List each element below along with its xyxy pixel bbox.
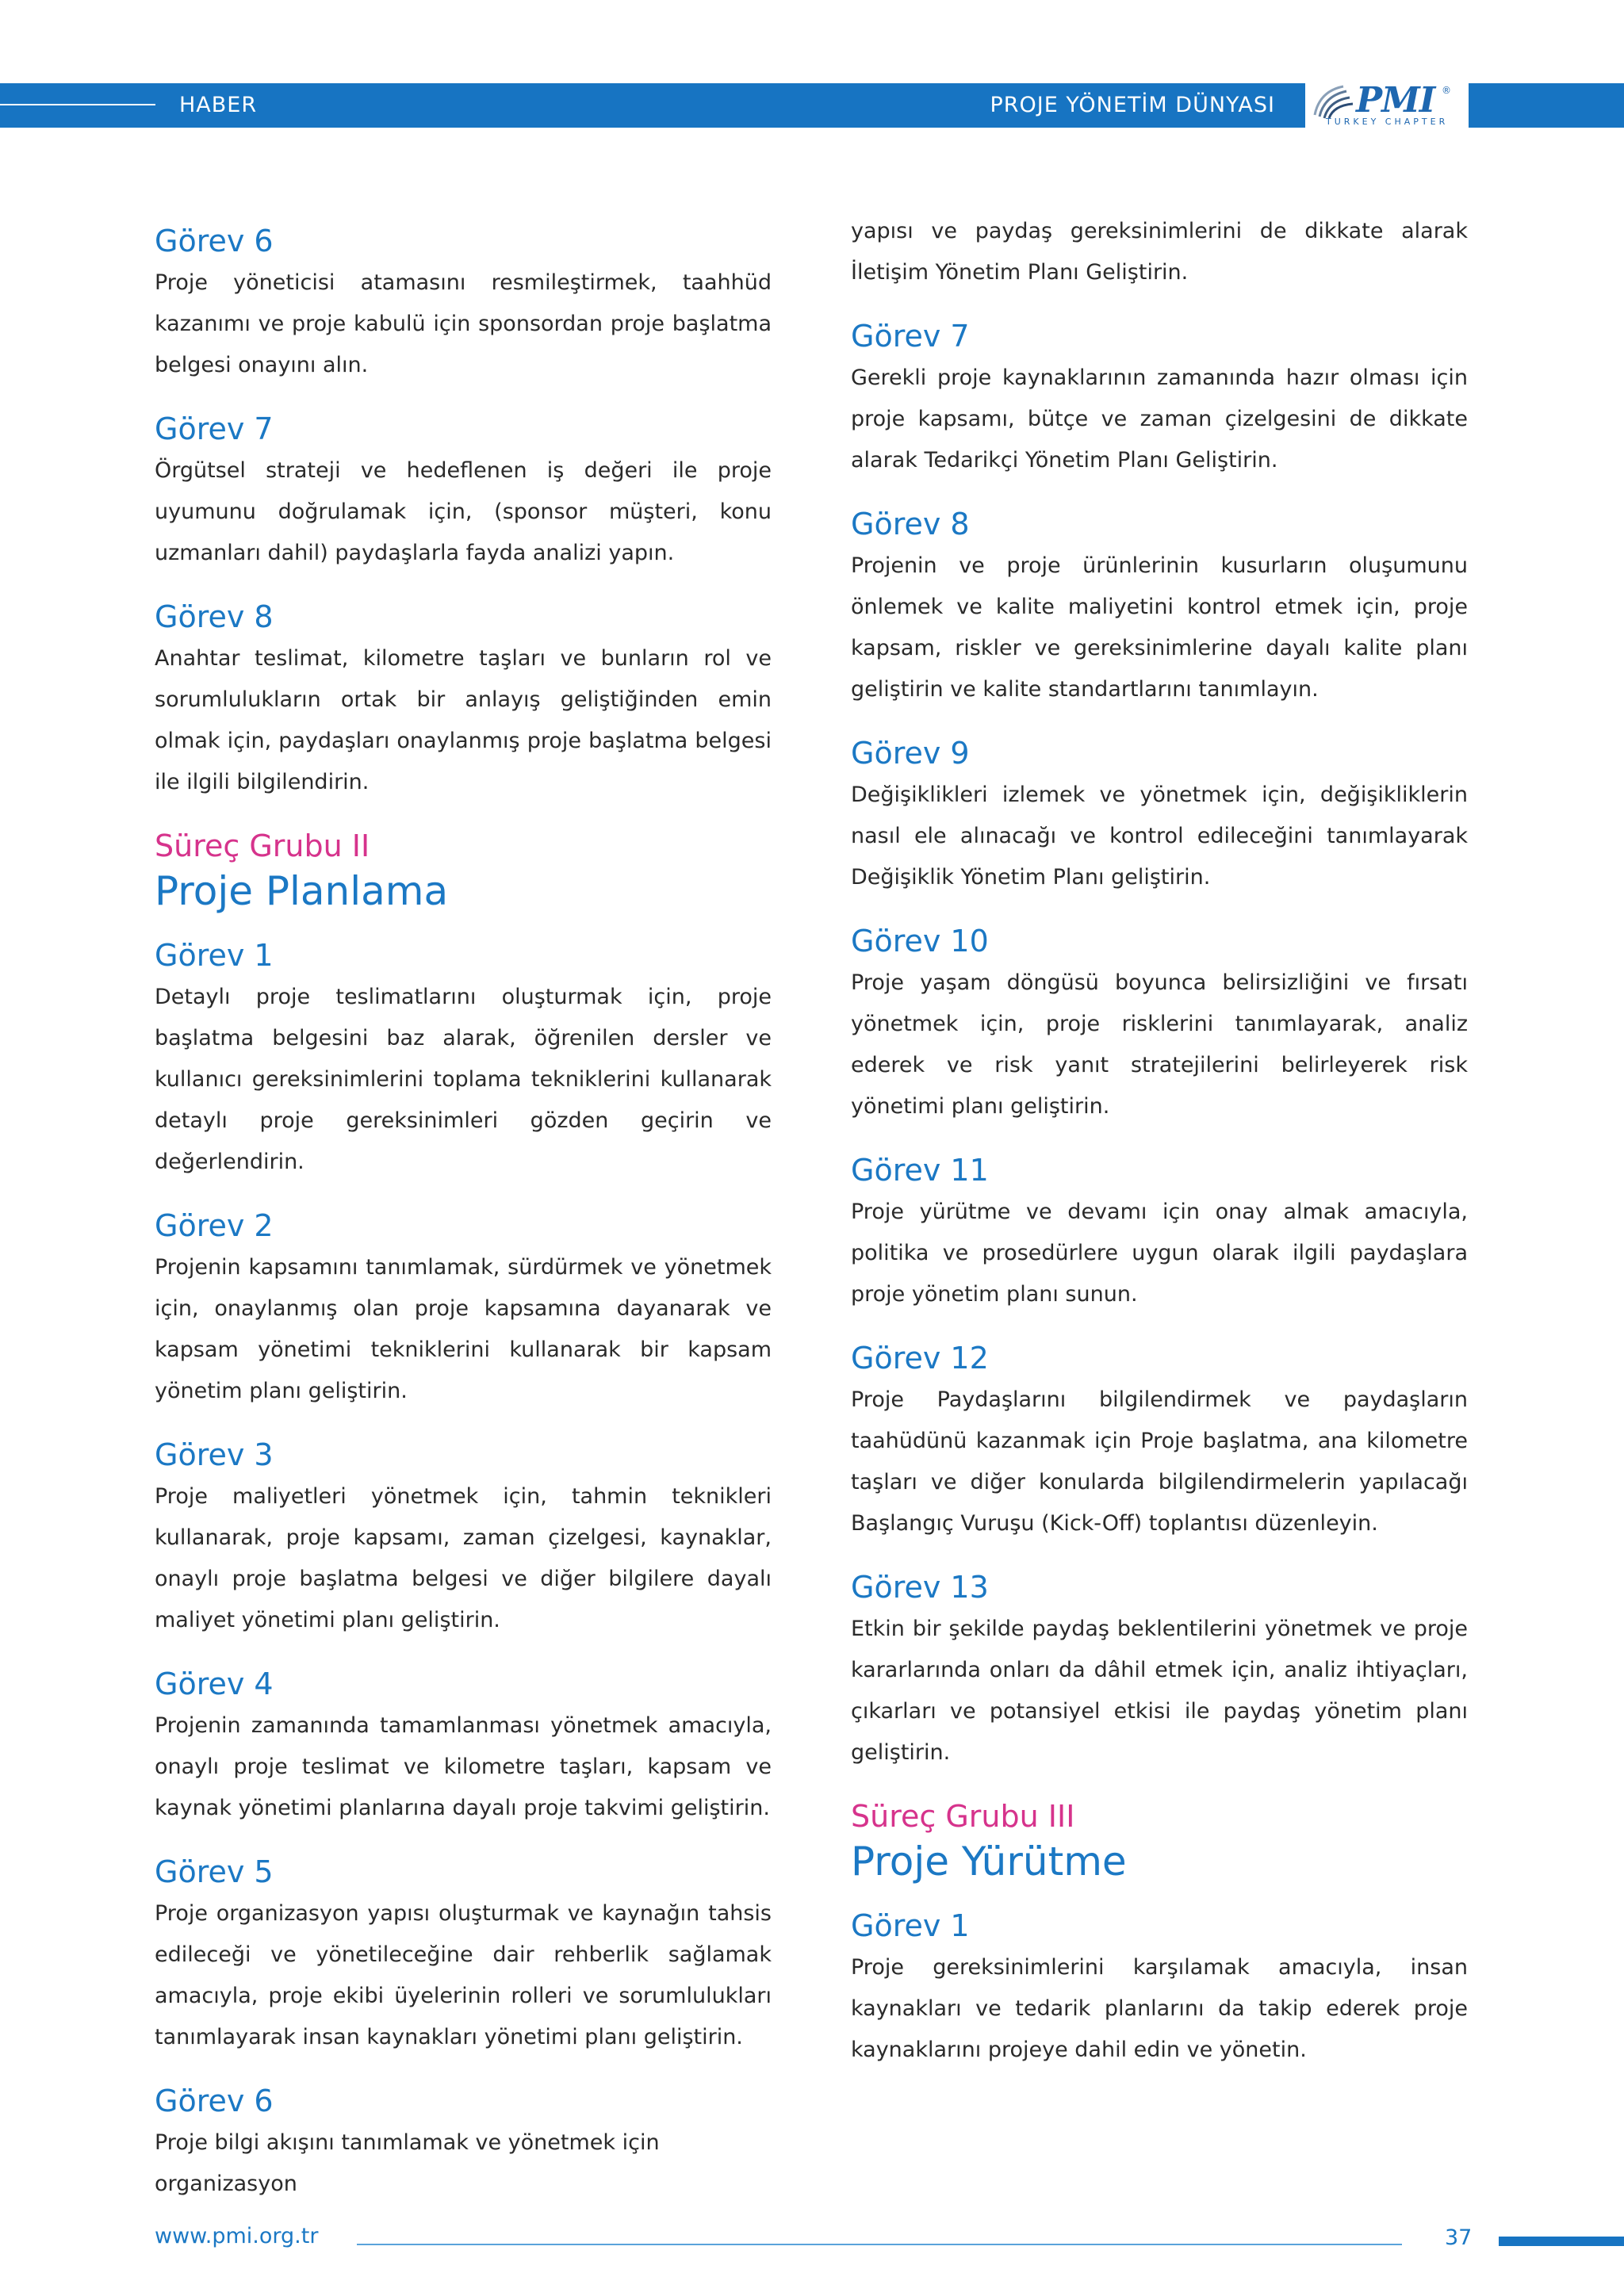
section-title: Proje Planlama xyxy=(155,868,449,914)
task-text: Gerekli proje kaynaklarının zamanında hazır olması için proje kapsamı, bütçe ve zaman çizelgesini de dikkate alarak Tedarikçi Yönetim Planı Geliştirin. xyxy=(851,365,1468,473)
task-text: Projenin kapsamını tanımlamak, sürdürmek ve yönetmek için, onaylanmış olan proje kapsamına dayanarak ve kapsam yönetimi tekniklerini kullanarak bir kapsam yönetim planı geliştirin. xyxy=(155,1255,772,1403)
footer-divider xyxy=(357,2244,1402,2245)
task-text-continued: yapısı ve paydaş gereksinimlerini de dikkate alarak İletişim Yönetim Planı Geliştirin. xyxy=(851,219,1468,285)
logo-registered-mark: ® xyxy=(1442,85,1451,96)
task-title: Görev 9 xyxy=(851,736,970,771)
task-title: Görev 8 xyxy=(155,599,274,634)
task-title: Görev 7 xyxy=(155,411,274,446)
task-title: Görev 10 xyxy=(851,924,989,959)
section-label: HABER xyxy=(179,93,258,117)
task-title: Görev 5 xyxy=(155,1854,274,1889)
task-text: Etkin bir şekilde paydaş beklentilerini yönetmek ve proje kararlarında onları da dâhil etmek için, analiz ihtiyaçları, çıkarları ve potansiyel etkisi ile paydaş yönetim planı geliştirin. xyxy=(851,1617,1468,1765)
task-text: Değişiklikleri izlemek ve yönetmek için, değişikliklerin nasıl ele alınacağı ve kontrol edileceğini tanımlayarak Değişiklik Yönetim Planı geliştirin. xyxy=(851,783,1468,890)
task-text: Proje maliyetleri yönetmek için, tahmin teknikleri kullanarak, proje kapsamı, zaman çizelgesi, kaynaklar, onaylı proje başlatma belgesi ve diğer bilgilere dayalı maliyet yönetimi planı geliştirin. xyxy=(155,1484,772,1632)
task-text: Proje organizasyon yapısı oluşturmak ve kaynağın tahsis edileceği ve yönetileceğine dair rehberlik sağlamak amacıyla, proje ekibi üyelerinin rolleri ve sorumlulukları tanımlayarak insan kaynakları yönetimi planı geliştirin. xyxy=(155,1901,772,2049)
task-text: Anahtar teslimat, kilometre taşları ve bunların rol ve sorumlulukların ortak bir anlayış geliştiğinden emin olmak için, paydaşları onaylanmış proje başlatma belgesi ile ilgili bilgilendirin. xyxy=(155,646,772,794)
process-group-label: Süreç Grubu III xyxy=(851,1799,1075,1834)
task-title: Görev 12 xyxy=(851,1341,989,1376)
task-text: Proje yürütme ve devamı için onay almak amacıyla, politika ve prosedürlere uygun olarak ilgili paydaşlara proje yönetim planı sunun. xyxy=(851,1200,1468,1307)
task-title: Görev 1 xyxy=(155,938,274,973)
task-title: Görev 7 xyxy=(851,319,970,354)
task-title: Görev 13 xyxy=(851,1570,989,1605)
task-text: Proje bilgi akışını tanımlamak ve yönetmek için organizasyon xyxy=(155,2130,660,2196)
task-text: Proje yöneticisi atamasını resmileştirmek, taahhüd kazanımı ve proje kabulü için sponsordan proje başlatma belgesi onayını alın. xyxy=(155,270,772,377)
task-text: Detaylı proje teslimatlarını oluşturmak için, proje başlatma belgesini baz alarak, öğrenilen dersler ve kullanıcı gereksinimlerini toplama tekniklerini kullanarak detaylı proje gereksinimleri gözden geçirin ve değerlendirin. xyxy=(155,985,772,1174)
page-number: 37 xyxy=(1445,2225,1473,2250)
task-title: Görev 6 xyxy=(155,2084,274,2118)
task-text: Proje yaşam döngüsü boyunca belirsizliğini ve fırsatı yönetmek için, proje risklerini tanımlayarak, analiz ederek ve risk yanıt stratejilerini belirleyerek risk yönetimi planı geliştirin. xyxy=(851,970,1468,1119)
task-text: Projenin ve proje ürünlerinin kusurların oluşumunu önlemek ve kalite maliyetini kontrol etmek için, proje kapsam, riskler ve gereksinimlerine dayalı kalite planı geliştirin ve kalite standartlarını tanımlayın. xyxy=(851,553,1468,702)
page-header xyxy=(0,80,1624,128)
task-text: Projenin zamanında tamamlanması yönetmek amacıyla, onaylı proje teslimat ve kilometre taşları, kapsam ve kaynak yönetimi planlarına dayalı proje takvimi geliştirin. xyxy=(155,1713,772,1820)
task-text: Örgütsel strateji ve hedeflenen iş değeri ile proje uyumunu doğrulamak için, (sponsor müşteri, konu uzmanları dahil) paydaşlarla fayda analizi yapın. xyxy=(155,458,772,565)
logo-subtitle: TURKEY CHAPTER xyxy=(1326,117,1449,127)
task-text: Proje gereksinimlerini karşılamak amacıyla, insan kaynakları ve tedarik planlarını da takip ederek proje kaynaklarını projeye dahil edin ve yönetin. xyxy=(851,1955,1468,2062)
header-accent-line xyxy=(0,104,155,105)
task-title: Görev 1 xyxy=(851,1908,970,1943)
task-title: Görev 3 xyxy=(155,1437,274,1472)
website-link[interactable]: www.pmi.org.tr xyxy=(155,2224,319,2248)
process-group-label: Süreç Grubu II xyxy=(155,828,370,863)
magazine-name: PROJE YÖNETİM DÜNYASI xyxy=(990,93,1275,117)
task-title: Görev 4 xyxy=(155,1667,274,1701)
globe-icon xyxy=(1312,83,1356,120)
section-title: Proje Yürütme xyxy=(851,1839,1127,1885)
footer-accent-bar xyxy=(1499,2237,1624,2246)
logo-text: PMI xyxy=(1356,80,1435,121)
right-column xyxy=(851,220,1468,2095)
left-column xyxy=(155,222,772,2229)
task-title: Görev 6 xyxy=(155,224,274,258)
task-title: Görev 2 xyxy=(155,1208,274,1243)
pmi-logo xyxy=(1305,78,1469,132)
task-title: Görev 11 xyxy=(851,1153,989,1188)
task-text: Proje Paydaşlarını bilgilendirmek ve paydaşların taahüdünü kazanmak için Proje başlatma, ana kilometre taşları ve diğer konularda bilgilendirmelerin yapılacağı Başlangıç Vuruşu (Kick-Off) toplantısı düzenleyin. xyxy=(851,1387,1468,1536)
task-title: Görev 8 xyxy=(851,507,970,541)
